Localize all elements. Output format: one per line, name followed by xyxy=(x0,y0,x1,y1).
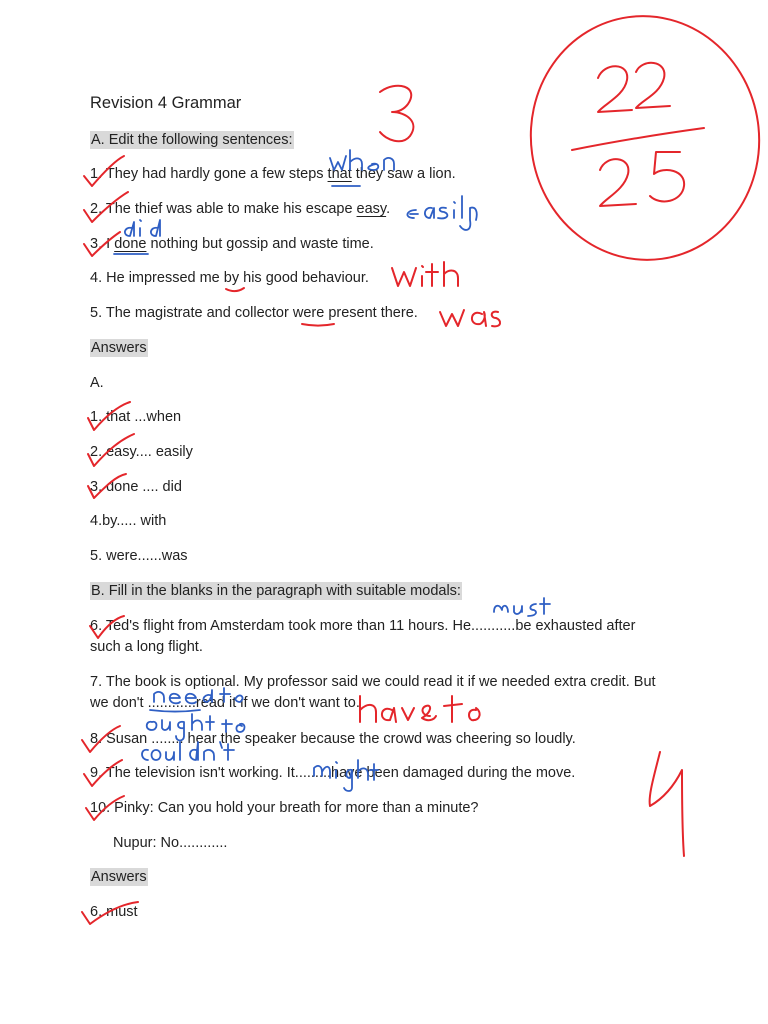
question-6-line-1: 6. Ted's flight from Amsterdam took more than 11 hours. He...........be exhausted after xyxy=(90,618,636,634)
question-10-reply: Nupur: No............ xyxy=(113,835,228,851)
answers-a-label: A. xyxy=(90,375,104,391)
answer-a-3: 3. done .... did xyxy=(90,479,182,495)
question-7-line-1: 7. The book is optional. My professor said we could read it if we needed extra credit. But xyxy=(90,674,656,690)
sentence-5: 5. The magistrate and collector were present there. xyxy=(90,305,418,321)
answer-a-4: 4.by..... with xyxy=(90,513,167,529)
sentence-3: 3. I done nothing but gossip and waste time. xyxy=(90,236,374,252)
answer-a-5: 5. were......was xyxy=(90,548,188,564)
page-title: Revision 4 Grammar xyxy=(90,94,242,112)
section-b-heading: B. Fill in the blanks in the paragraph with suitable modals: xyxy=(91,583,461,599)
sentence-2: 2. The thief was able to make his escape easy. xyxy=(90,201,391,217)
answers-a-heading: Answers xyxy=(91,340,147,356)
sentence-1: 1. They had hardly gone a few steps that they saw a lion. xyxy=(90,166,456,182)
question-9: 9. The television isn't working. It.........have been damaged during the move. xyxy=(90,765,576,781)
answer-a-2: 2. easy.... easily xyxy=(90,444,193,460)
question-7-line-2: we don't ............read it if we don't want to. xyxy=(90,695,360,711)
question-8: 8. Susan ........ hear the speaker because the crowd was cheering so loudly. xyxy=(90,731,576,747)
answer-b-6: 6. must xyxy=(90,904,138,920)
answers-b-heading: Answers xyxy=(91,869,147,885)
question-6-line-2: such a long flight. xyxy=(90,639,203,655)
question-10: 10. Pinky: Can you hold your breath for more than a minute? xyxy=(90,800,479,816)
sentence-4: 4. He impressed me by his good behaviour. xyxy=(90,270,369,286)
section-a-heading: A. Edit the following sentences: xyxy=(91,132,293,148)
answer-a-1: 1. that ...when xyxy=(90,409,182,425)
